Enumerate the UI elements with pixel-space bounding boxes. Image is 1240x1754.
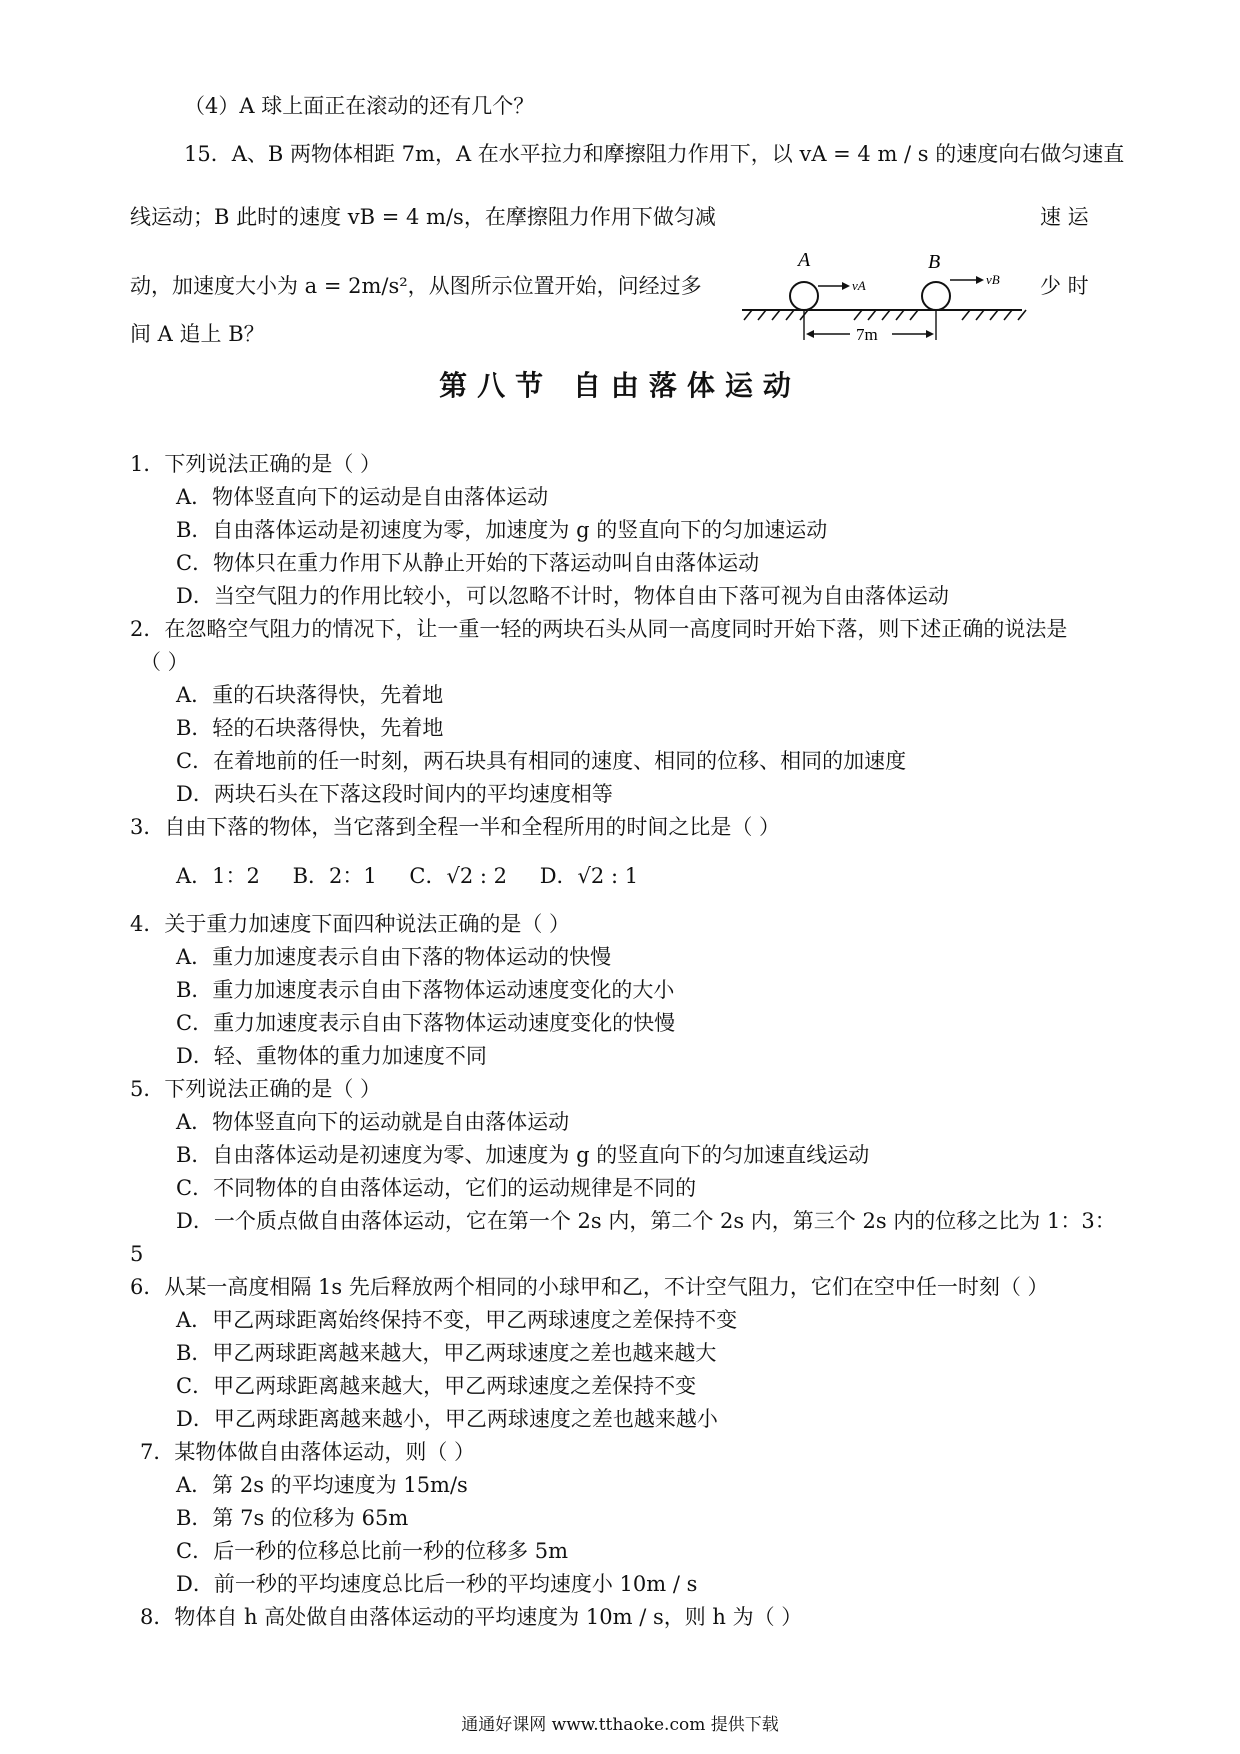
- q1-stem: 1．下列说法正确的是（ ）: [130, 452, 382, 476]
- q2-option-b: B．轻的石块落得快，先着地: [176, 716, 444, 740]
- q6-stem: 6．从某一高度相隔 1s 先后释放两个相同的小球甲和乙，不计空气阻力，它们在空中任一时刻（ ）: [130, 1275, 1049, 1299]
- q3-stem: 3．自由下落的物体，当它落到全程一半和全程所用的时间之比是（ ）: [130, 815, 781, 839]
- q4-option-b: B．重力加速度表示自由下落物体运动速度变化的大小: [176, 978, 675, 1002]
- question-15-line-4: 间 A 追上 B？: [130, 322, 265, 346]
- q2-stem: 2．在忽略空气阻力的情况下，让一重一轻的两块石头从同一高度同时开始下落，则下述正确的说法是: [130, 617, 1068, 641]
- q6-option-d: D．甲乙两球距离越来越小，甲乙两球速度之差也越来越小: [176, 1407, 718, 1431]
- question-15-line-2-end: 速 运: [1040, 205, 1089, 229]
- label-vb: vB: [986, 272, 1000, 287]
- q7-option-d: D．前一秒的平均速度总比后一秒的平均速度小 10m / s: [176, 1572, 698, 1596]
- q5-option-d-cont: 5: [130, 1242, 144, 1266]
- ball-a: [790, 282, 818, 310]
- label-va: vA: [852, 278, 866, 293]
- q5-option-d: D．一个质点做自由落体运动，它在第一个 2s 内，第二个 2s 内，第三个 2s 内的位移之比为 1：3：: [176, 1209, 1116, 1233]
- q1-option-a: A．物体竖直向下的运动是自由落体运动: [176, 485, 549, 509]
- label-distance: 7m: [856, 325, 878, 344]
- q6-option-a: A．甲乙两球距离始终保持不变，甲乙两球速度之差保持不变: [176, 1308, 738, 1332]
- q6-option-b: B．甲乙两球距离越来越大，甲乙两球速度之差也越来越大: [176, 1341, 717, 1365]
- question-15-line-3: 动，加速度大小为 a = 2m/s²，从图所示位置开始，问经过多: [130, 274, 702, 298]
- q2-option-a: A．重的石块落得快，先着地: [176, 683, 444, 707]
- q4-option-d: D．轻、重物体的重力加速度不同: [176, 1044, 487, 1068]
- q4-stem: 4．关于重力加速度下面四种说法正确的是（ ）: [130, 912, 571, 936]
- q7-option-b: B．第 7s 的位移为 65m: [176, 1506, 409, 1530]
- label-a: A: [798, 249, 811, 271]
- q7-stem: 7．某物体做自由落体运动，则（ ）: [140, 1440, 476, 1464]
- q5-option-a: A．物体竖直向下的运动就是自由落体运动: [176, 1110, 570, 1134]
- q1-option-d: D．当空气阻力的作用比较小，可以忽略不计时，物体自由下落可视为自由落体运动: [176, 584, 949, 608]
- q5-option-b: B．自由落体运动是初速度为零、加速度为 g 的竖直向下的匀加速直线运动: [176, 1143, 870, 1167]
- q1-option-c: C．物体只在重力作用下从静止开始的下落运动叫自由落体运动: [176, 551, 760, 575]
- question-15-line-1: 15．A、B 两物体相距 7m，A 在水平拉力和摩擦阻力作用下，以 vA = 4 m / s 的速度向右做匀速直: [184, 142, 1125, 166]
- ball-b: [922, 282, 950, 310]
- q4-option-a: A．重力加速度表示自由下落的物体运动的快慢: [176, 945, 612, 969]
- section-title: 第八节 自由落体运动: [439, 369, 801, 402]
- q3-option-d: D．√2 : 1: [539, 864, 639, 888]
- motion-diagram: [742, 248, 1032, 348]
- q5-option-c: C．不同物体的自由落体运动，它们的运动规律是不同的: [176, 1176, 697, 1200]
- question-15-line-2: 线运动；B 此时的速度 vB = 4 m/s，在摩擦阻力作用下做匀减: [130, 205, 716, 229]
- prev-question-4: （4）A 球上面正在滚动的还有几个？: [184, 94, 535, 118]
- q3-option-b: B．2：1: [292, 864, 377, 888]
- q3-option-c: C．√2 : 2: [409, 864, 508, 888]
- q1-option-b: B．自由落体运动是初速度为零，加速度为 g 的竖直向下的匀加速运动: [176, 518, 828, 542]
- q2-option-d: D．两块石头在下落这段时间内的平均速度相等: [176, 782, 613, 806]
- page-footer: 通通好课网 www.tthaoke.com 提供下载: [461, 1715, 779, 1735]
- q7-option-c: C．后一秒的位移总比前一秒的位移多 5m: [176, 1539, 569, 1563]
- q7-option-a: A．第 2s 的平均速度为 15m/s: [176, 1473, 468, 1497]
- q4-option-c: C．重力加速度表示自由下落物体运动速度变化的快慢: [176, 1011, 676, 1035]
- q6-option-c: C．甲乙两球距离越来越大，甲乙两球速度之差保持不变: [176, 1374, 697, 1398]
- label-b: B: [928, 251, 941, 273]
- q3-option-a: A．1：2: [176, 864, 260, 888]
- q3-options: [176, 862, 664, 890]
- q8-stem: 8．物体自 h 高处做自由落体运动的平均速度为 10m / s，则 h 为（ ）: [140, 1605, 803, 1629]
- q2-option-c: C．在着地前的任一时刻，两石块具有相同的速度、相同的位移、相同的加速度: [176, 749, 907, 773]
- question-15-line-3-end: 少 时: [1040, 274, 1089, 298]
- q5-stem: 5．下列说法正确的是（ ）: [130, 1077, 382, 1101]
- q2-stem-cont: （ ）: [140, 650, 189, 674]
